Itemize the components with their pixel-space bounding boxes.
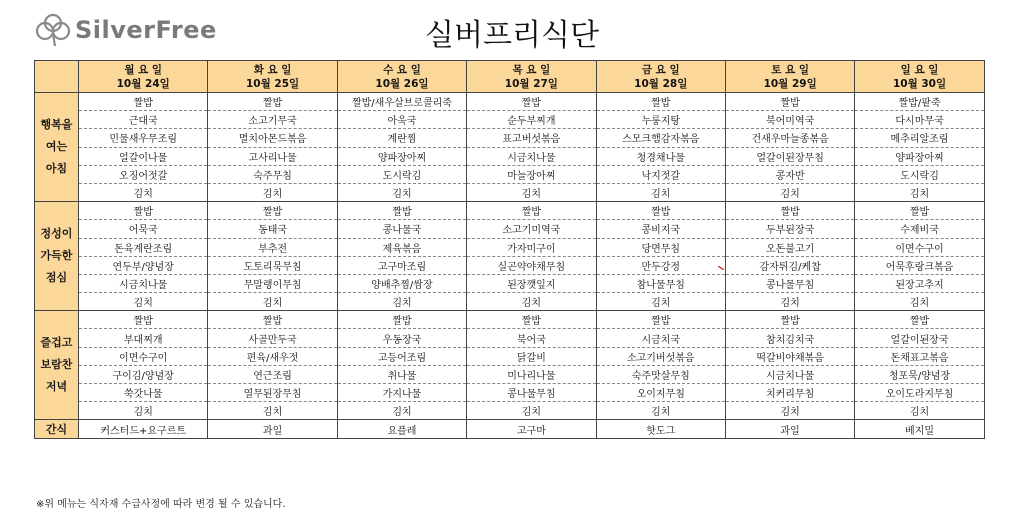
menu-row bbox=[35, 293, 985, 311]
menu-cell: 소고기미역국 bbox=[467, 220, 596, 238]
menu-cell: 쑥갓나물 bbox=[79, 384, 208, 402]
logo-text: SilverFree bbox=[75, 16, 217, 44]
snack-row bbox=[35, 420, 985, 439]
menu-cell: 오이지무침 bbox=[596, 384, 725, 402]
menu-cell: 김치 bbox=[596, 293, 725, 311]
menu-row bbox=[35, 111, 985, 129]
menu-table bbox=[34, 60, 985, 439]
menu-cell: 짤밥 bbox=[79, 93, 208, 111]
day-header: 수 요 일 10월 26일 bbox=[337, 61, 466, 93]
menu-cell: 김치 bbox=[467, 402, 596, 420]
snack-cell: 고구마 bbox=[467, 420, 596, 439]
menu-cell: 참나물무침 bbox=[596, 274, 725, 292]
menu-cell: 아욱국 bbox=[337, 111, 466, 129]
menu-cell: 소고기버섯볶음 bbox=[596, 347, 725, 365]
menu-cell: 우동장국 bbox=[337, 329, 466, 347]
menu-cell: 연두부/양념장 bbox=[79, 256, 208, 274]
menu-cell: 콩나물국 bbox=[337, 220, 466, 238]
menu-cell: 김치 bbox=[725, 402, 854, 420]
page-title: 실버프리식단 bbox=[425, 18, 599, 53]
menu-cell: 어묵후랑크볶음 bbox=[855, 256, 984, 274]
menu-cell: 김치 bbox=[855, 293, 984, 311]
menu-cell: 짤밥/팥죽 bbox=[855, 93, 984, 111]
header-corner bbox=[35, 61, 79, 93]
menu-cell: 참치김치국 bbox=[725, 329, 854, 347]
menu-cell: 짤밥 bbox=[208, 93, 337, 111]
menu-cell: 짤밥 bbox=[725, 202, 854, 220]
day-header: 화 요 일 10월 25일 bbox=[208, 61, 337, 93]
menu-cell: 멸치아몬드볶음 bbox=[208, 129, 337, 147]
red-mark-icon bbox=[718, 266, 724, 270]
menu-row bbox=[35, 365, 985, 383]
menu-row bbox=[35, 165, 985, 183]
menu-cell: 민물새우무조림 bbox=[79, 129, 208, 147]
day-header: 금 요 일 10월 28일 bbox=[596, 61, 725, 93]
menu-cell: 미나리나물 bbox=[467, 365, 596, 383]
menu-row bbox=[35, 311, 985, 329]
menu-cell: 두부된장국 bbox=[725, 220, 854, 238]
menu-row bbox=[35, 384, 985, 402]
menu-cell: 돈육계란조림 bbox=[79, 238, 208, 256]
menu-cell: 김치 bbox=[337, 183, 466, 201]
menu-cell: 얼갈이된장국 bbox=[855, 329, 984, 347]
menu-cell: 이면수구이 bbox=[79, 347, 208, 365]
menu-cell: 짤밥 bbox=[855, 202, 984, 220]
menu-cell: 고사리나물 bbox=[208, 147, 337, 165]
meal-label bbox=[35, 311, 79, 420]
snack-label: 간식 bbox=[35, 420, 79, 439]
menu-cell: 도시락김 bbox=[855, 165, 984, 183]
menu-cell: 가지나물 bbox=[337, 384, 466, 402]
menu-cell: 김치 bbox=[725, 293, 854, 311]
meal-label-line: 저녁 bbox=[45, 380, 68, 394]
menu-cell: 김치 bbox=[467, 183, 596, 201]
meal-label-line: 행복을 bbox=[40, 118, 73, 132]
menu-row bbox=[35, 238, 985, 256]
menu-cell: 구이김/양념장 bbox=[79, 365, 208, 383]
menu-cell: 연근조림 bbox=[208, 365, 337, 383]
menu-cell: 짤밥 bbox=[467, 93, 596, 111]
menu-cell: 시금치나물 bbox=[725, 365, 854, 383]
menu-cell: 청경채나물 bbox=[596, 147, 725, 165]
meal-label-line: 아침 bbox=[45, 162, 68, 176]
snack-cell: 과일 bbox=[725, 420, 854, 439]
menu-cell: 당면무침 bbox=[596, 238, 725, 256]
menu-cell: 짤밥 bbox=[467, 202, 596, 220]
menu-cell: 짤밥 bbox=[337, 311, 466, 329]
menu-cell: 계란찜 bbox=[337, 129, 466, 147]
menu-cell: 짤밥 bbox=[208, 311, 337, 329]
menu-cell: 짤밥 bbox=[467, 311, 596, 329]
menu-cell: 이면수구이 bbox=[855, 238, 984, 256]
menu-cell: 메추리알조림 bbox=[855, 129, 984, 147]
menu-cell: 얼갈이나물 bbox=[79, 147, 208, 165]
menu-cell: 숙주무침 bbox=[208, 165, 337, 183]
snack-cell: 베지밀 bbox=[855, 420, 984, 439]
menu-cell: 근대국 bbox=[79, 111, 208, 129]
menu-cell: 오돈불고기 bbox=[725, 238, 854, 256]
menu-cell: 떡갈비야채볶음 bbox=[725, 347, 854, 365]
menu-cell: 김치 bbox=[208, 402, 337, 420]
menu-cell: 건새우마늘종볶음 bbox=[725, 129, 854, 147]
menu-cell: 짤밥 bbox=[596, 202, 725, 220]
menu-cell: 양배추찜/쌈장 bbox=[337, 274, 466, 292]
menu-cell: 짤밥 bbox=[208, 202, 337, 220]
menu-cell: 콩나물무침 bbox=[725, 274, 854, 292]
meal-label-line: 보람찬 bbox=[40, 358, 73, 372]
menu-cell: 부추전 bbox=[208, 238, 337, 256]
menu-row bbox=[35, 220, 985, 238]
menu-cell: 오이도라지무침 bbox=[855, 384, 984, 402]
menu-row bbox=[35, 329, 985, 347]
snack-cell: 커스터드+요구르트 bbox=[79, 420, 208, 439]
menu-row bbox=[35, 147, 985, 165]
menu-cell: 만두강정 bbox=[596, 256, 725, 274]
meal-label-line: 가득한 bbox=[40, 249, 73, 263]
menu-cell: 짤밥 bbox=[596, 93, 725, 111]
day-header: 일 요 일 10월 30일 bbox=[855, 61, 984, 93]
menu-cell: 짤밥 bbox=[596, 311, 725, 329]
menu-cell: 취나물 bbox=[337, 365, 466, 383]
menu-cell: 짤밥 bbox=[79, 202, 208, 220]
menu-cell: 김치 bbox=[79, 183, 208, 201]
snack-cell: 요플레 bbox=[337, 420, 466, 439]
menu-cell: 된장깻잎지 bbox=[467, 274, 596, 292]
snack-cell: 핫도그 bbox=[596, 420, 725, 439]
meal-label-line: 점심 bbox=[45, 271, 68, 285]
menu-cell: 닭갈비 bbox=[467, 347, 596, 365]
menu-row bbox=[35, 274, 985, 292]
menu-cell: 실곤약야채무침 bbox=[467, 256, 596, 274]
menu-cell: 짤밥 bbox=[855, 311, 984, 329]
menu-cell: 김치 bbox=[208, 183, 337, 201]
menu-cell: 북어국 bbox=[467, 329, 596, 347]
menu-cell: 짤밥 bbox=[725, 311, 854, 329]
day-header: 월 요 일 10월 24일 bbox=[79, 61, 208, 93]
menu-cell: 콩나물무침 bbox=[467, 384, 596, 402]
menu-cell: 김치 bbox=[467, 293, 596, 311]
menu-cell: 낙지젓갈 bbox=[596, 165, 725, 183]
menu-cell: 오징어젓갈 bbox=[79, 165, 208, 183]
menu-row bbox=[35, 202, 985, 220]
menu-cell: 된장고추지 bbox=[855, 274, 984, 292]
menu-cell: 김치 bbox=[596, 183, 725, 201]
menu-cell: 치커리무침 bbox=[725, 384, 854, 402]
menu-cell: 누룽지탕 bbox=[596, 111, 725, 129]
menu-cell: 제육볶음 bbox=[337, 238, 466, 256]
menu-cell: 시금치나물 bbox=[79, 274, 208, 292]
menu-cell: 짤밥 bbox=[79, 311, 208, 329]
menu-cell: 짤밥 bbox=[725, 93, 854, 111]
menu-cell: 숙주맛살무침 bbox=[596, 365, 725, 383]
menu-row bbox=[35, 347, 985, 365]
menu-cell: 마늘장아찌 bbox=[467, 165, 596, 183]
menu-row bbox=[35, 402, 985, 420]
menu-cell: 양파장아찌 bbox=[337, 147, 466, 165]
menu-cell: 수제비국 bbox=[855, 220, 984, 238]
menu-cell: 양파장아찌 bbox=[855, 147, 984, 165]
meal-label-line: 여는 bbox=[45, 140, 68, 154]
menu-row bbox=[35, 183, 985, 201]
menu-cell: 김치 bbox=[208, 293, 337, 311]
menu-cell: 시금치국 bbox=[596, 329, 725, 347]
menu-cell: 표고버섯볶음 bbox=[467, 129, 596, 147]
day-header: 목 요 일 10월 27일 bbox=[467, 61, 596, 93]
menu-cell: 시금치나물 bbox=[467, 147, 596, 165]
menu-cell: 스모크햄감자볶음 bbox=[596, 129, 725, 147]
menu-cell: 얼갈이된장무침 bbox=[725, 147, 854, 165]
meal-label bbox=[35, 202, 79, 311]
menu-cell: 김치 bbox=[337, 293, 466, 311]
snack-cell: 과일 bbox=[208, 420, 337, 439]
menu-cell: 돈채표고볶음 bbox=[855, 347, 984, 365]
menu-cell: 무말랭이무침 bbox=[208, 274, 337, 292]
menu-cell: 도토리묵무침 bbox=[208, 256, 337, 274]
menu-cell: 편육/새우젓 bbox=[208, 347, 337, 365]
menu-cell: 북어미역국 bbox=[725, 111, 854, 129]
menu-cell: 짤밥 bbox=[337, 202, 466, 220]
menu-cell: 콩비지국 bbox=[596, 220, 725, 238]
menu-cell: 콩자반 bbox=[725, 165, 854, 183]
menu-cell: 짤밥/새우살브로콜리죽 bbox=[337, 93, 466, 111]
menu-cell: 김치 bbox=[725, 183, 854, 201]
day-header: 토 요 일 10월 29일 bbox=[725, 61, 854, 93]
menu-cell: 김치 bbox=[337, 402, 466, 420]
menu-cell: 김치 bbox=[79, 293, 208, 311]
menu-row bbox=[35, 93, 985, 111]
meal-label-line: 정성이 bbox=[40, 227, 73, 241]
menu-cell: 청포묵/양념장 bbox=[855, 365, 984, 383]
menu-cell: 가자미구이 bbox=[467, 238, 596, 256]
menu-cell: 고등어조림 bbox=[337, 347, 466, 365]
menu-cell: 사골만두국 bbox=[208, 329, 337, 347]
menu-cell: 김치 bbox=[855, 402, 984, 420]
menu-cell: 열무된장무침 bbox=[208, 384, 337, 402]
menu-cell: 도시락김 bbox=[337, 165, 466, 183]
menu-cell: 소고기무국 bbox=[208, 111, 337, 129]
menu-row bbox=[35, 129, 985, 147]
menu-cell: 김치 bbox=[596, 402, 725, 420]
menu-cell: 김치 bbox=[79, 402, 208, 420]
menu-cell: 고구마조림 bbox=[337, 256, 466, 274]
meal-label bbox=[35, 93, 79, 202]
menu-cell: 김치 bbox=[855, 183, 984, 201]
menu-row bbox=[35, 256, 985, 274]
menu-cell: 순두부찌개 bbox=[467, 111, 596, 129]
menu-cell: 동태국 bbox=[208, 220, 337, 238]
meal-label-line: 즐겁고 bbox=[40, 336, 73, 350]
menu-cell: 어묵국 bbox=[79, 220, 208, 238]
menu-cell: 다시마무국 bbox=[855, 111, 984, 129]
menu-cell: 부대찌개 bbox=[79, 329, 208, 347]
header-row bbox=[35, 61, 985, 93]
menu-cell: 감자튀김/케찹 bbox=[725, 256, 854, 274]
footnote: ※위 메뉴는 식자재 수급사정에 따라 변경 될 수 있습니다. bbox=[36, 499, 286, 510]
